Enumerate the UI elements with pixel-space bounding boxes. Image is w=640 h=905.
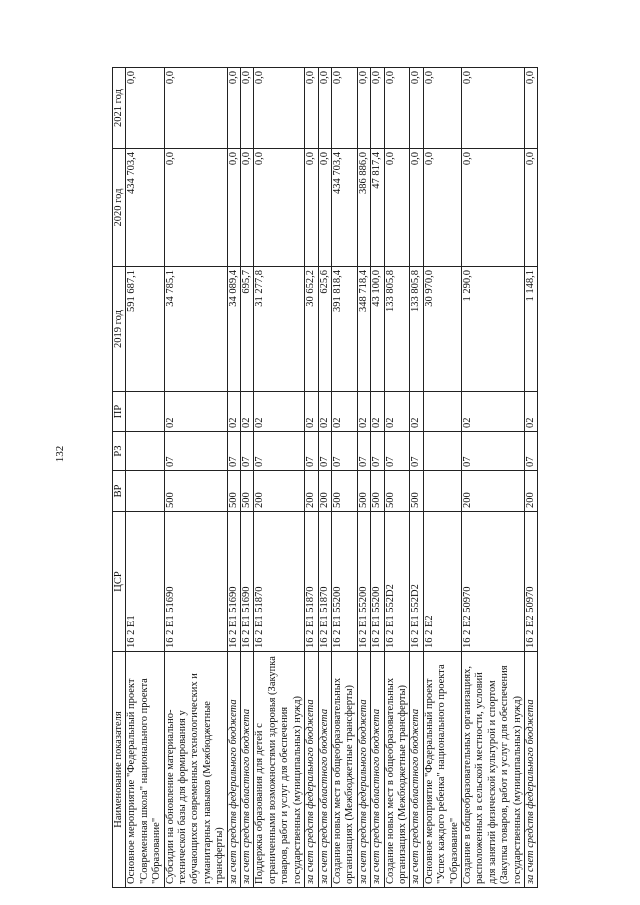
cell-csr: 16 2 E2 50970	[461, 512, 524, 652]
table-header-row	[113, 68, 126, 888]
cell-name: Создание в общеобразовательных организациях, расположенных в сельской местности, условий для занятий физической культурой и спортом (Закупка товаров, работ и услуг для обеспечения государственных (муниципальных) нужд)	[461, 652, 524, 888]
cell-pr: 02	[410, 392, 423, 432]
cell-csr: 16 2 E1 552D2	[384, 512, 410, 652]
cell-pr: 02	[305, 392, 318, 432]
cell-2020: 0,0	[241, 149, 254, 267]
cell-2021: 0,0	[164, 68, 227, 149]
cell-rz: 07	[305, 432, 318, 471]
cell-pr: 02	[461, 392, 524, 432]
cell-2019: 1 290,0	[461, 267, 524, 392]
cell-2019: 30 652,2	[305, 267, 318, 392]
cell-vr	[423, 471, 461, 512]
cell-2021: 0,0	[357, 68, 370, 149]
cell-2020: 0,0	[227, 149, 240, 267]
cell-2020: 434 703,4	[331, 149, 357, 267]
cell-rz: 07	[384, 432, 410, 471]
cell-vr: 200	[254, 471, 305, 512]
cell-vr: 500	[371, 471, 384, 512]
table-row	[164, 68, 227, 888]
cell-vr: 500	[227, 471, 240, 512]
cell-vr: 200	[461, 471, 524, 512]
cell-vr: 500	[164, 471, 227, 512]
cell-csr: 16 2 E1 51870	[305, 512, 318, 652]
header-pr: ПР	[113, 392, 126, 432]
cell-name: за счет средств федерального бюджета	[305, 652, 318, 888]
table-row	[423, 68, 461, 888]
cell-csr: 16 2 E1 552D2	[410, 512, 423, 652]
cell-name: Поддержка образования для детей с ограниченными возможностями здоровья (Закупка товаров, работ и услуг для обеспечения государственных (муниципальных) нужд)	[254, 652, 305, 888]
cell-2020: 0,0	[423, 149, 461, 267]
cell-name: за счет средств областного бюджета	[371, 652, 384, 888]
cell-vr: 200	[305, 471, 318, 512]
cell-name: Основное мероприятие "Федеральный проект "Современная школа" национального проекта "Образование"	[126, 652, 164, 888]
table-row	[227, 68, 240, 888]
cell-2019: 591 687,1	[126, 267, 164, 392]
cell-2019: 391 818,4	[331, 267, 357, 392]
cell-rz: 07	[357, 432, 370, 471]
cell-2019: 30 970,0	[423, 267, 461, 392]
cell-rz: 07	[241, 432, 254, 471]
cell-csr: 16 2 E1 51690	[164, 512, 227, 652]
cell-pr: 02	[241, 392, 254, 432]
cell-rz: 07	[331, 432, 357, 471]
cell-pr	[423, 392, 461, 432]
cell-2020: 0,0	[525, 149, 538, 267]
table-row	[331, 68, 357, 888]
cell-2020: 47 817,4	[371, 149, 384, 267]
cell-csr: 16 2 E1	[126, 512, 164, 652]
cell-csr: 16 2 E1 55200	[371, 512, 384, 652]
header-2019: 2019 год	[113, 267, 126, 392]
page-number: 132	[54, 445, 66, 463]
table-row	[410, 68, 423, 888]
cell-2021: 0,0	[423, 68, 461, 149]
cell-name: за счет средств областного бюджета	[410, 652, 423, 888]
cell-2021: 0,0	[384, 68, 410, 149]
cell-2020: 0,0	[318, 149, 331, 267]
cell-rz: 07	[318, 432, 331, 471]
table-row	[461, 68, 524, 888]
cell-2021: 0,0	[241, 68, 254, 149]
cell-vr: 500	[331, 471, 357, 512]
table-row	[241, 68, 254, 888]
table-row	[305, 68, 318, 888]
cell-name: за счет средств областного бюджета	[241, 652, 254, 888]
cell-vr: 500	[410, 471, 423, 512]
cell-pr	[126, 392, 164, 432]
cell-csr: 16 2 E1 51870	[318, 512, 331, 652]
cell-2021: 0,0	[305, 68, 318, 149]
cell-vr: 500	[357, 471, 370, 512]
cell-pr: 02	[164, 392, 227, 432]
cell-rz	[423, 432, 461, 471]
cell-2019: 34 089,4	[227, 267, 240, 392]
cell-2019: 31 277,8	[254, 267, 305, 392]
table-body	[126, 68, 538, 888]
cell-2020: 386 886,0	[357, 149, 370, 267]
cell-pr: 02	[227, 392, 240, 432]
cell-vr: 500	[384, 471, 410, 512]
cell-rz: 07	[410, 432, 423, 471]
cell-name: за счет средств федерального бюджета	[357, 652, 370, 888]
cell-2020: 0,0	[164, 149, 227, 267]
table-row	[126, 68, 164, 888]
table-row	[357, 68, 370, 888]
cell-vr: 200	[318, 471, 331, 512]
cell-2021: 0,0	[461, 68, 524, 149]
cell-name: Создание новых мест в общеобразовательных организациях (Межбюджетные трансферты)	[384, 652, 410, 888]
cell-name: за счет средств федерального бюджета	[525, 652, 538, 888]
cell-vr	[126, 471, 164, 512]
cell-pr: 02	[384, 392, 410, 432]
cell-vr: 200	[525, 471, 538, 512]
cell-csr: 16 2 E1 51690	[241, 512, 254, 652]
cell-2021: 0,0	[126, 68, 164, 149]
cell-2020: 0,0	[384, 149, 410, 267]
cell-pr: 02	[331, 392, 357, 432]
cell-rz: 07	[164, 432, 227, 471]
cell-2021: 0,0	[318, 68, 331, 149]
cell-pr: 02	[318, 392, 331, 432]
cell-name: за счет средств областного бюджета	[318, 652, 331, 888]
cell-2020: 0,0	[410, 149, 423, 267]
cell-name: Создание новых мест в общеобразовательных организациях (Межбюджетные трансферты)	[331, 652, 357, 888]
cell-2019: 34 785,1	[164, 267, 227, 392]
cell-2019: 695,7	[241, 267, 254, 392]
header-2021: 2021 год	[113, 68, 126, 149]
header-csr: ЦСР	[113, 512, 126, 652]
header-rz: РЗ	[113, 432, 126, 471]
cell-vr: 500	[241, 471, 254, 512]
cell-rz: 07	[254, 432, 305, 471]
cell-rz: 07	[461, 432, 524, 471]
cell-2021: 0,0	[227, 68, 240, 149]
table-row	[525, 68, 538, 888]
cell-rz	[126, 432, 164, 471]
cell-pr: 02	[357, 392, 370, 432]
cell-name: Основное мероприятие "Федеральный проект "Успех каждого ребенка" национального проекта "Образование"	[423, 652, 461, 888]
cell-name: за счет средств федерального бюджета	[227, 652, 240, 888]
budget-table	[112, 67, 538, 888]
cell-pr: 02	[371, 392, 384, 432]
cell-2020: 434 703,4	[126, 149, 164, 267]
cell-pr: 02	[525, 392, 538, 432]
rotated-page-content	[112, 68, 622, 888]
cell-rz: 07	[371, 432, 384, 471]
table-row	[384, 68, 410, 888]
table-row	[371, 68, 384, 888]
cell-rz: 07	[227, 432, 240, 471]
cell-2021: 0,0	[254, 68, 305, 149]
cell-csr: 16 2 E1 51690	[227, 512, 240, 652]
header-vr: ВР	[113, 471, 126, 512]
cell-2019: 1 148,1	[525, 267, 538, 392]
cell-2019: 133 805,8	[384, 267, 410, 392]
cell-csr: 16 2 E1 55200	[357, 512, 370, 652]
header-2020: 2020 год	[113, 149, 126, 267]
table-row	[318, 68, 331, 888]
cell-2021: 0,0	[410, 68, 423, 149]
cell-2020: 0,0	[461, 149, 524, 267]
header-name: Наименование показателя	[113, 652, 126, 888]
cell-2021: 0,0	[371, 68, 384, 149]
cell-csr: 16 2 E2 50970	[525, 512, 538, 652]
table-row	[254, 68, 305, 888]
cell-pr: 02	[254, 392, 305, 432]
cell-2019: 348 718,4	[357, 267, 370, 392]
cell-csr: 16 2 E2	[423, 512, 461, 652]
cell-2021: 0,0	[331, 68, 357, 149]
cell-csr: 16 2 E1 55200	[331, 512, 357, 652]
cell-2021: 0,0	[525, 68, 538, 149]
cell-2020: 0,0	[254, 149, 305, 267]
cell-rz: 07	[525, 432, 538, 471]
cell-2019: 625,6	[318, 267, 331, 392]
cell-2019: 133 805,8	[410, 267, 423, 392]
cell-csr: 16 2 E1 51870	[254, 512, 305, 652]
cell-2020: 0,0	[305, 149, 318, 267]
cell-name: Субсидии на обновление материально-технической базы для формирования у обучающихся современных технологических и гуманитарных навыков (Межбюджетные трансферты)	[164, 652, 227, 888]
cell-2019: 43 100,0	[371, 267, 384, 392]
